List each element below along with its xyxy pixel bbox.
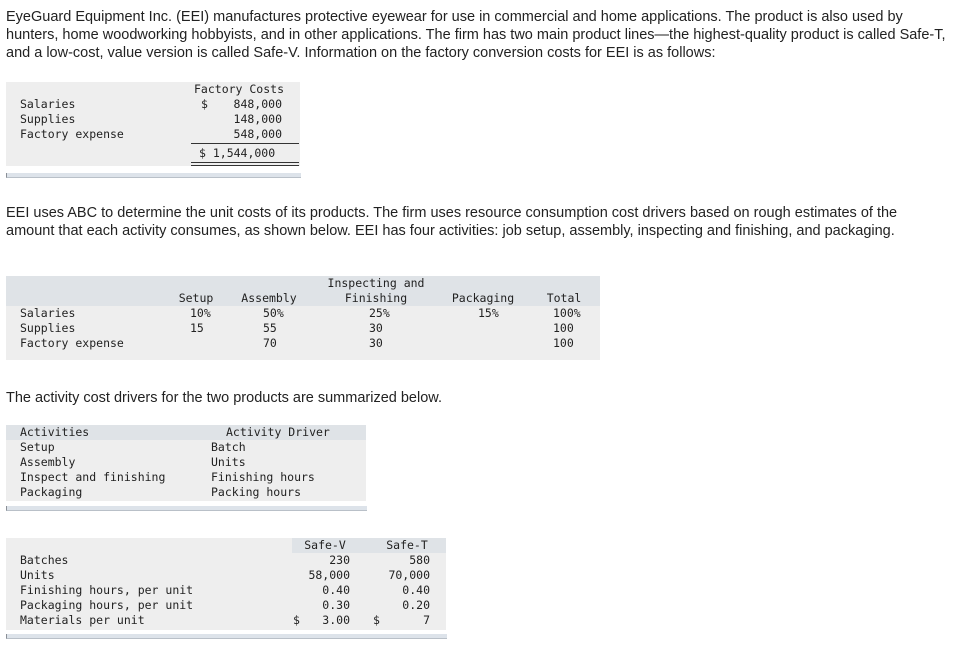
finishing-hours-safe-t: 0.40: [402, 583, 430, 597]
salaries-assembly: 50%: [263, 306, 284, 320]
row-label-factory-expense: Factory expense: [20, 336, 124, 350]
table-separator: [6, 173, 301, 178]
col-setup: Setup: [178, 291, 214, 305]
col-assembly: Assembly: [241, 291, 297, 305]
activity-setup: Setup: [20, 440, 55, 454]
col-safe-t: Safe-T: [386, 538, 428, 552]
dollar-sign: $: [373, 613, 380, 627]
row-label-supplies: Supplies: [20, 112, 76, 126]
row-label-packaging-hours: Packaging hours, per unit: [20, 598, 194, 612]
row-label-salaries: Salaries: [20, 97, 76, 111]
materials-safe-v: 3.00: [322, 613, 350, 627]
salaries-total: 100%: [553, 306, 581, 320]
row-label-supplies: Supplies: [20, 321, 76, 335]
row-label-salaries: Salaries: [20, 306, 76, 320]
row-label-batches: Batches: [20, 553, 69, 567]
double-rule-bottom: [191, 165, 299, 166]
units-safe-v: 58,000: [308, 568, 350, 582]
subtotal-rule: [191, 143, 299, 144]
driver-units: Units: [211, 455, 246, 469]
supplies-setup: 15: [190, 321, 204, 335]
dollar-sign: $: [293, 613, 300, 627]
supplies-inspect: 30: [369, 321, 383, 335]
batches-safe-t: 580: [409, 553, 430, 567]
driver-finishing-hours: Finishing hours: [211, 470, 315, 484]
table-separator: [6, 506, 367, 511]
factory-costs-table: [6, 82, 300, 166]
row-label-finishing-hours: Finishing hours, per unit: [20, 583, 194, 597]
product-driver-table: [6, 538, 446, 630]
driver-packing-hours: Packing hours: [211, 485, 302, 499]
packaging-hours-safe-t: 0.20: [402, 598, 430, 612]
activity-packaging: Packaging: [20, 485, 83, 499]
col-packaging: Packaging: [451, 291, 515, 305]
driver-batch: Batch: [211, 440, 246, 454]
intro-paragraph: EyeGuard Equipment Inc. (EEI) manufactures protective eyewear for use in commercial and home applications. The product is also used by hunters, home woodworking hobbyists, and in other applications. The firm has two main product lines—the highest-quality product is called Safe-T, and a low-cost, value version is called Safe-V. Information on the factory conversion costs for EEI is as follows:: [6, 9, 946, 61]
supplies-assembly: 55: [263, 321, 277, 335]
row-label-factory-expense: Factory expense: [20, 127, 124, 141]
materials-safe-t: 7: [423, 613, 430, 627]
batches-safe-v: 230: [329, 553, 350, 567]
salaries-setup: 10%: [190, 306, 211, 320]
factory-expense-cost: 548,000: [233, 127, 282, 141]
row-label-units: Units: [20, 568, 55, 582]
drivers-paragraph: The activity cost drivers for the two products are summarized below.: [6, 390, 442, 406]
supplies-total: 100: [553, 321, 574, 335]
packaging-hours-safe-v: 0.30: [322, 598, 350, 612]
table-separator: [6, 634, 447, 639]
col-total: Total: [546, 291, 582, 305]
col-inspecting-line1: Inspecting and: [327, 276, 425, 290]
col-activity-driver: Activity Driver: [226, 425, 330, 439]
activity-inspect: Inspect and finishing: [20, 470, 166, 484]
col-safe-v: Safe-V: [304, 538, 346, 552]
activity-consumption-table: [6, 276, 600, 360]
salaries-packaging: 15%: [478, 306, 499, 320]
salaries-cost: 848,000: [233, 97, 282, 111]
factory-costs-total: $ 1,544,000: [199, 146, 276, 160]
col-inspecting-line2: Finishing: [344, 291, 408, 305]
factory-expense-total: 100: [553, 336, 574, 350]
factory-expense-assembly: 70: [263, 336, 277, 350]
factory-costs-header: Factory Costs: [194, 82, 285, 96]
supplies-cost: 148,000: [233, 112, 282, 126]
abc-paragraph: EEI uses ABC to determine the unit costs of its products. The firm uses resource consumption cost drivers based on rough estimates of the amount that each activity consumes, as shown below. EEI has four activities: job setup, assembly, inspecting and finishing, and packaging.: [6, 205, 898, 239]
double-rule-top: [191, 162, 299, 163]
col-activities: Activities: [20, 425, 90, 439]
salaries-inspect: 25%: [369, 306, 390, 320]
dollar-sign: $: [201, 97, 208, 111]
units-safe-t: 70,000: [388, 568, 430, 582]
activity-assembly: Assembly: [20, 455, 76, 469]
finishing-hours-safe-v: 0.40: [322, 583, 350, 597]
row-label-materials: Materials per unit: [20, 613, 145, 627]
factory-expense-inspect: 30: [369, 336, 383, 350]
activity-driver-table: [6, 425, 366, 501]
